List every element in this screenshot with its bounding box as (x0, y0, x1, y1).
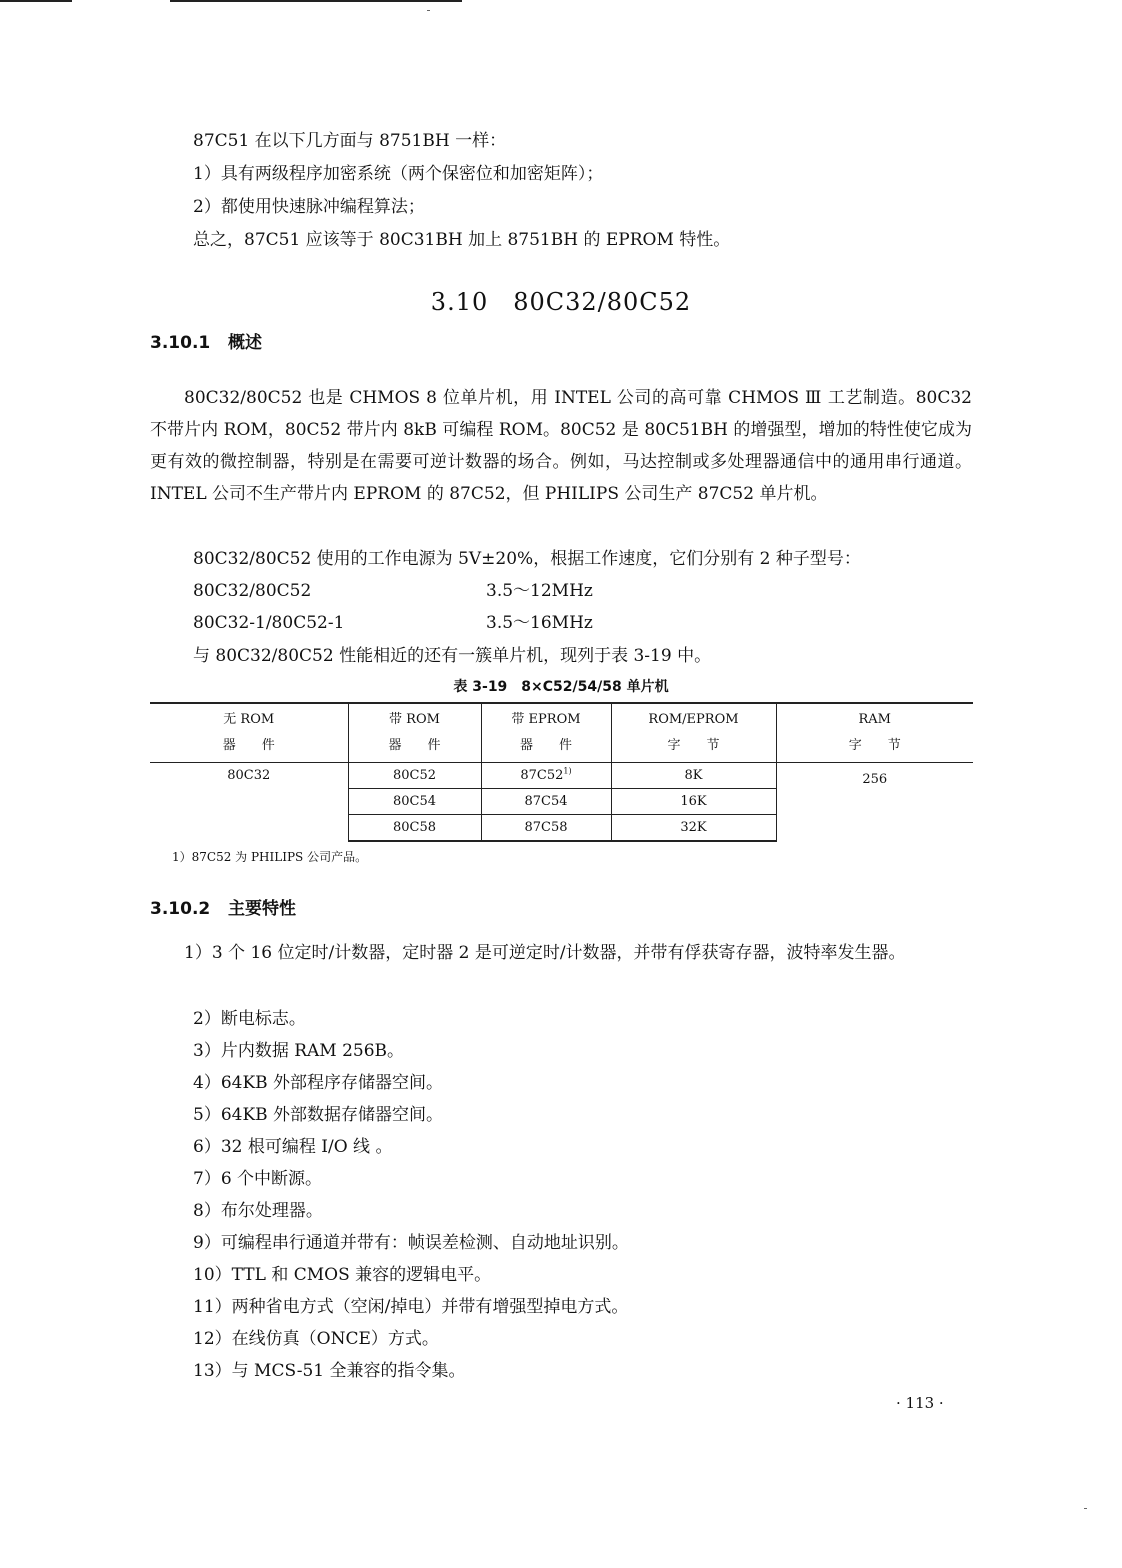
feature-item: 10）TTL 和 CMOS 兼容的逻辑电平。 (193, 1265, 492, 1285)
power-line: 80C32/80C52 使用的工作电源为 5V±20%，根据工作速度，它们分别有 2 种子型号： (193, 549, 861, 569)
scan-speck (1084, 1508, 1087, 1509)
feature-item: 9）可编程串行通道并带有：帧误差检测、自动地址识别。 (193, 1233, 629, 1253)
cell-no-rom: 80C32 (227, 768, 271, 783)
cell-eprom: 87C58 (481, 815, 611, 842)
footnote-mark: 1) (563, 766, 572, 776)
subsection-number: 3.10.2 (150, 899, 211, 919)
similar-line: 与 80C32/80C52 性能相近的还有一簇单片机，现列于表 3-19 中。 (193, 646, 712, 666)
cell-rom: 80C52 (348, 763, 481, 789)
section-title: 3.10 80C32/80C52 (430, 288, 692, 316)
header-rom-bytes: ROM/EPROM 字 节 (611, 703, 776, 763)
device-table (150, 702, 973, 842)
cell-rom: 80C58 (348, 815, 481, 842)
header-no-rom: 无 ROM 器 件 (150, 703, 348, 763)
subsection-title: 概述 (228, 333, 262, 353)
cell-ram: 256 (776, 763, 973, 842)
feature-item: 7）6 个中断源。 (193, 1169, 323, 1189)
top-edge-mark (170, 0, 462, 2)
scan-speck (427, 10, 430, 11)
model-frequency: 3.5～12MHz (486, 581, 593, 601)
table-footnote: 1）87C52 为 PHILIPS 公司产品。 (172, 850, 368, 864)
cell-eprom: 87C52$^{1)}$ (481, 763, 611, 789)
cell-bytes: 32K (611, 815, 776, 842)
intro-line: 总之，87C51 应该等于 80C31BH 加上 8751BH 的 EPROM 特性。 (193, 230, 731, 250)
cell-eprom: 87C54 (481, 789, 611, 815)
model-name: 80C32/80C52 (193, 581, 312, 601)
page-number: · 113 · (896, 1394, 944, 1412)
feature-item: 11）两种省电方式（空闲/掉电）并带有增强型掉电方式。 (193, 1297, 629, 1317)
model-frequency: 3.5～16MHz (486, 613, 593, 633)
top-edge-mark (0, 0, 72, 2)
intro-line: 87C51 在以下几方面与 8751BH 一样： (193, 131, 507, 151)
header-rom: 带 ROM 器 件 (348, 703, 481, 763)
cell-bytes: 8K (611, 763, 776, 789)
feature-item: 13）与 MCS-51 全兼容的指令集。 (193, 1361, 466, 1381)
header-eprom: 带 EPROM 器 件 (481, 703, 611, 763)
subsection-heading (150, 894, 296, 919)
feature-item: 1）3 个 16 位定时/计数器，定时器 2 是可逆定时/计数器，并带有俘获寄存器，波特率发生器。 (184, 943, 906, 963)
intro-line: 1）具有两级程序加密系统（两个保密位和加密矩阵）； (193, 164, 604, 184)
table-row (150, 763, 973, 789)
feature-item: 6）32 根可编程 I/O 线 。 (193, 1137, 393, 1157)
feature-item: 8）布尔处理器。 (193, 1201, 323, 1221)
subsection-heading (150, 328, 262, 353)
table-caption: 表 3-19 8×C52/54/58 单片机 (453, 679, 669, 695)
header-ram: RAM 字 节 (776, 703, 973, 763)
feature-item: 5）64KB 外部数据存储器空间。 (193, 1105, 444, 1125)
cell-bytes: 16K (611, 789, 776, 815)
model-name: 80C32-1/80C52-1 (193, 613, 345, 633)
cell-rom: 80C54 (348, 789, 481, 815)
table-header-row (150, 703, 973, 763)
feature-item: 12）在线仿真（ONCE）方式。 (193, 1329, 439, 1349)
feature-item: 3）片内数据 RAM 256B。 (193, 1041, 405, 1061)
intro-line: 2）都使用快速脉冲编程算法； (193, 197, 425, 217)
overview-paragraph: 80C32/80C52 也是 CHMOS 8 位单片机，用 INTEL 公司的高可靠 CHMOS Ⅲ 工艺制造。80C32 不带片内 ROM，80C52 带片内 8kB 可编程 ROM。80C52 是 80C51BH 的增强型，增加的特性使它成为更有效的微控制器，特别是在需要可逆计数器的场合。例如，马达控制或多处理器通信中的通用串行通道。INTEL 公司不生产带片内 EPROM 的 87C52，但 PHILIPS 公司生产 87C52 单片机。 (150, 388, 972, 504)
feature-item: 4）64KB 外部程序存储器空间。 (193, 1073, 444, 1093)
subsection-title: 主要特性 (228, 899, 296, 919)
feature-item: 2）断电标志。 (193, 1009, 306, 1029)
subsection-number: 3.10.1 (150, 333, 211, 353)
